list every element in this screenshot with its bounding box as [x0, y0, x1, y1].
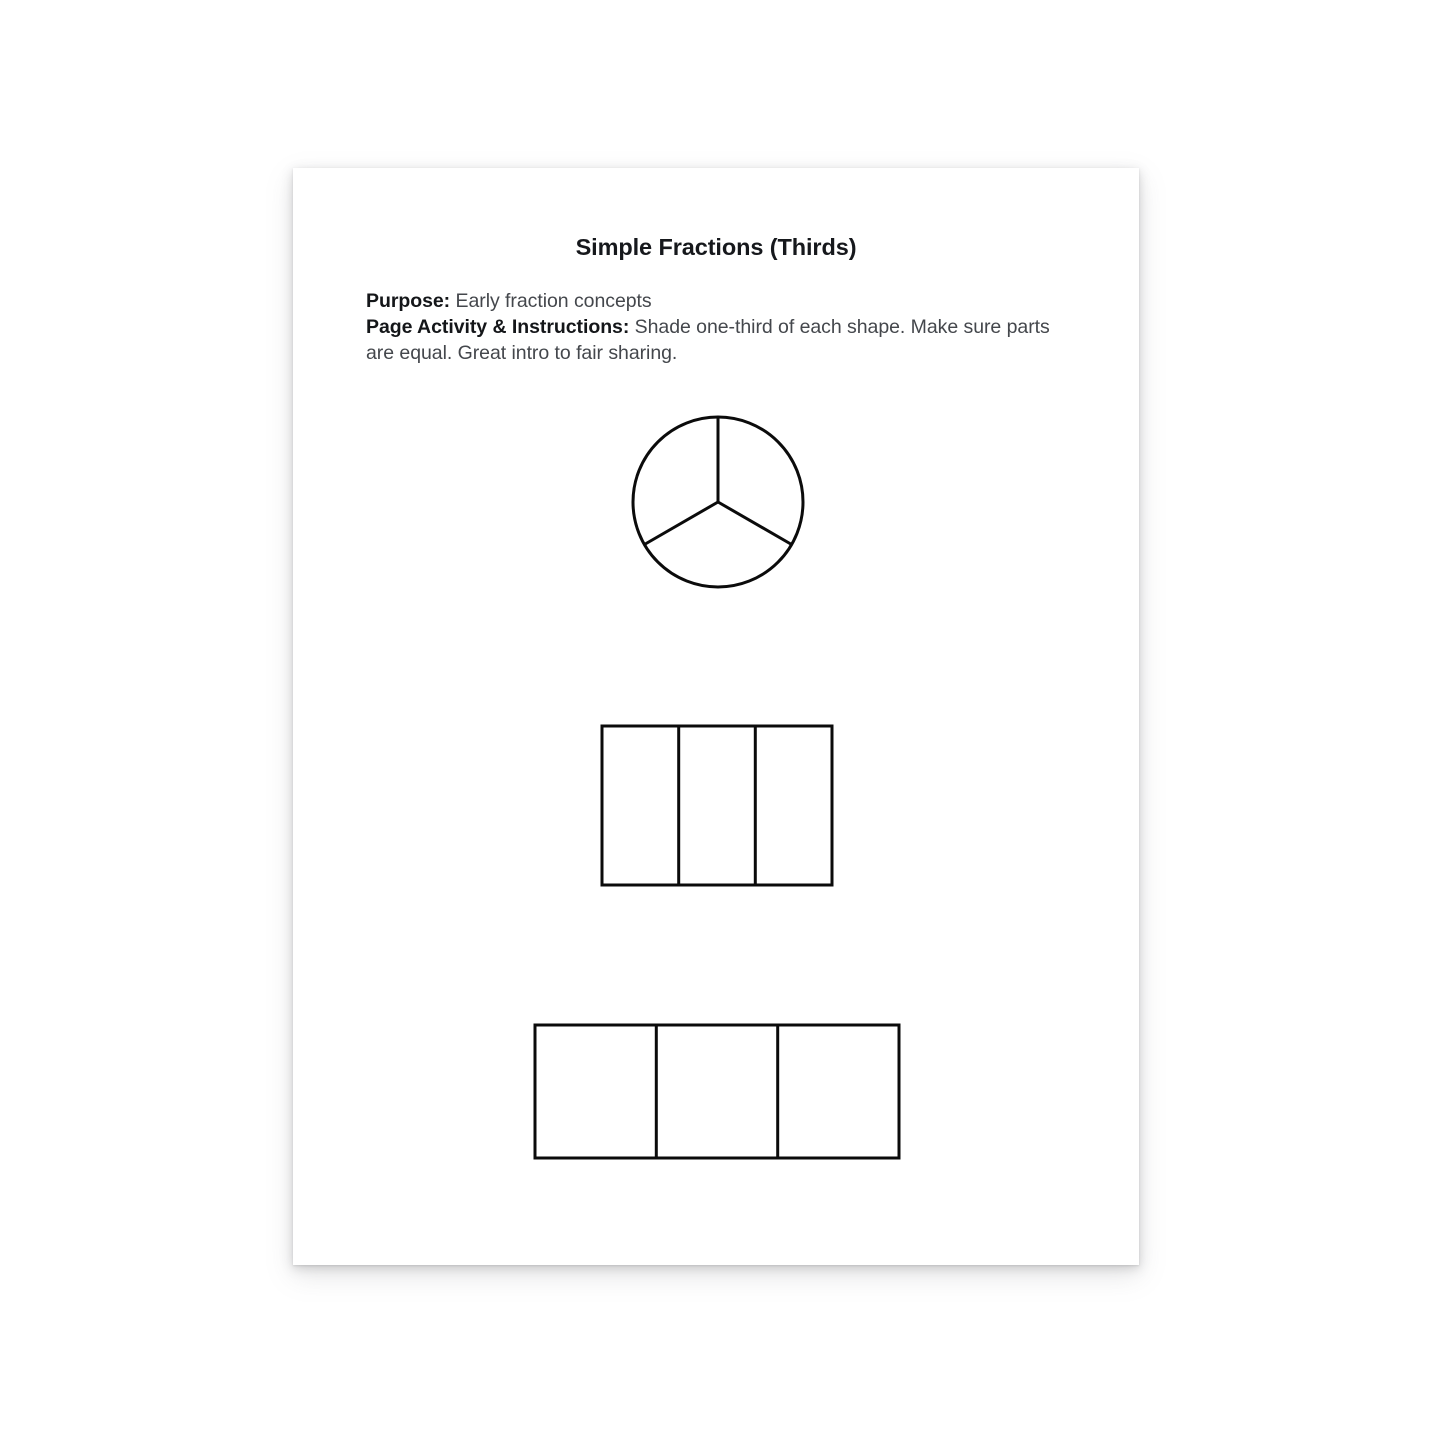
page-title: Simple Fractions (Thirds) — [575, 234, 857, 260]
purpose-value: Early fraction concepts — [450, 290, 652, 312]
activity-line — [366, 314, 1066, 366]
rect-tall-outline — [602, 726, 832, 885]
worksheet-page — [293, 168, 1139, 1265]
purpose-label: Purpose: — [366, 290, 451, 312]
activity-value: Shade one-third of each shape. Make sure parts are equal. Great intro to fair sharing. — [366, 316, 1050, 364]
purpose-line — [366, 288, 1066, 314]
shape-rectangle-thirds-wide — [533, 1023, 901, 1160]
rect-wide-outline — [535, 1025, 899, 1158]
instructions-block — [366, 288, 1066, 366]
shape-rectangle-thirds-tall — [600, 724, 834, 887]
activity-label: Page Activity & Instructions: — [366, 316, 630, 338]
shape-circle-thirds — [631, 415, 805, 589]
